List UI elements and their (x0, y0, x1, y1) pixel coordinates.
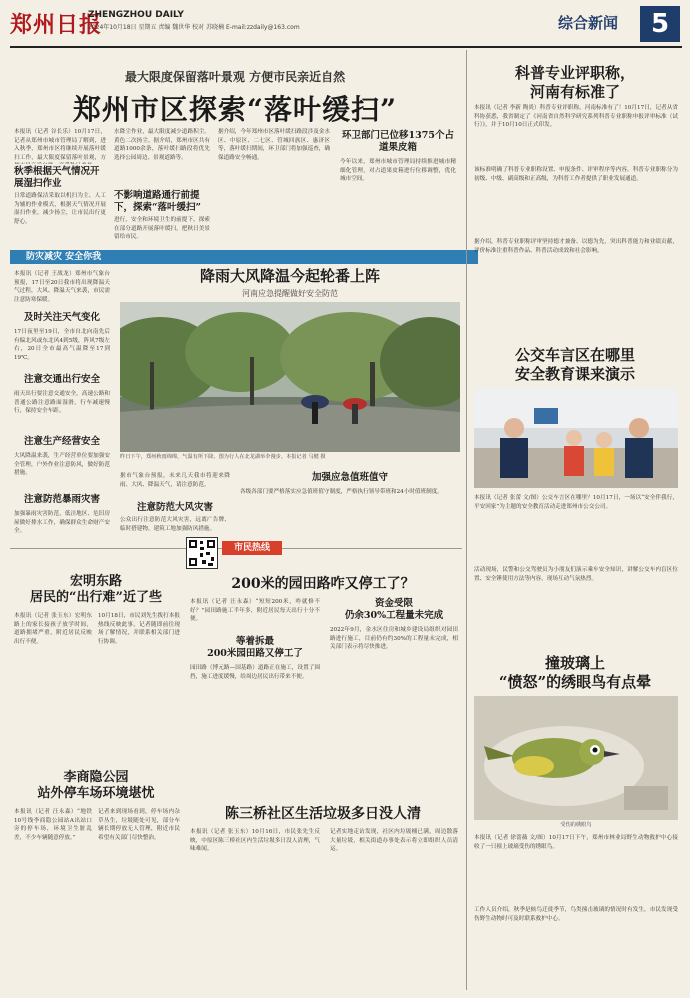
rain-photo-image (120, 302, 460, 452)
garden-sub-1: 等着拆最 200米园田路又停工了 (207, 636, 303, 659)
lead-headline: 郑州市区探索“落叶缓扫” (72, 93, 398, 126)
garden-sub-2: 资金受限 仍余30%工程量未完成 (344, 598, 444, 621)
cooling-para-3: 各级各部门要严格落实应急值班值守制度，严格执行领导带班和24小时值班制度。 (240, 489, 443, 495)
hongming-headline: 宏明东路 居民的“出行难”近了些 (30, 574, 162, 605)
science-headline: 科普专业评职称， 河南有标准了 (514, 64, 635, 101)
sanqiao-para-1: 本报讯（记者 张玉东）10月16日，市民张先生反映，中原区陈三桥社区内生活垃圾多日没人清理，气味难闻。 (190, 829, 320, 853)
qr-code (186, 537, 218, 569)
disaster-para-4: 大风降温来袭，生产经营单位要加强安全管理，户外作业注意防风，做好防范措施。 (14, 453, 110, 477)
lead-subtitle-1: 秋季根据天气情况开展湿扫作业 (14, 166, 100, 189)
disaster-para-5: 加强暴雨灾害防范，低洼地区、危旧房屋做好排水工作，确保群众生命财产安全。 (14, 511, 110, 535)
lead-para-3: 水降尘作业，最大限度减少道路积尘。黄色二次扬尘。据介绍，郑州市区共有道路1000余条，落叶缓扫路段将优先选择公园周边、景观道路等。 (114, 129, 210, 161)
disaster-para-1: 本报讯（记者 王战龙）郑州市气象台预报，17日至20日我市将出现降温天气过程，大风、降温天气来袭，市民需注意防寒保暖。 (14, 271, 110, 303)
cooling-headline: 降雨大风降温今起轮番上阵 (199, 267, 380, 285)
disaster-sub-3: 注意生产经营安全 (23, 436, 100, 447)
bus-photo-image (474, 388, 678, 488)
hongming-para-2: 10月18日，市民刘先生拨打本报热线反映此事，记者随即前往现场了解情况，并联系相关部门进行协调。 (98, 613, 180, 645)
section-name: 综合新闻 (558, 14, 619, 32)
bus-headline: 公交车言区在哪里 安全教育课来演示 (514, 346, 635, 383)
lead-subhead: 最大限度保留落叶景观 方便市民亲近自然 (124, 70, 346, 84)
bird-photo-image (474, 696, 678, 820)
column-divider (466, 50, 467, 990)
park-para-2: 记者来到现场看到，停车场内杂草丛生，垃圾随处可见，部分车辆长期停放无人管理，附近市民希望有关部门尽快整治。 (98, 809, 180, 841)
disaster-para-3: 雨天出行要注意交通安全，高速公路和普通公路注意路面湿滑，行车减速慢行，保持安全车距。 (14, 391, 110, 415)
disaster-band-label: 防灾减灾 安全你我 (26, 252, 102, 262)
lead-para-2: 日常道路保洁采取以机扫为主、人工为辅的作业模式，根据天气情况开展湿扫作业，减少扬尘，让市民出行更舒心。 (14, 193, 106, 225)
cooling-para-1: 据市气象台预报，未来几天我市将迎来降雨、大风、降温天气，请注意防范。 (120, 473, 230, 488)
cooling-para-2: 公众出行注意防范大风灾害，远离广告牌、临时搭建物，建筑工地加强防风措施。 (120, 517, 230, 532)
disaster-sub-4: 注意防范暴雨灾害 (23, 494, 100, 505)
garden-para-1: 本报讯（记者 汪永森）“短短200米，咋就修不好？”园田路施工半年多，附近居民每天出行十分不便。 (190, 599, 320, 623)
disaster-para-2: 17日夜里至19日，全市自北向南先后有偏北风或东北风4到5级，阵风7级左右，20日全市最高气温降至17到19℃。 (14, 329, 110, 361)
qr-code-icon (187, 538, 217, 568)
garden-headline: 200米的园田路咋又停工了？ (231, 576, 415, 592)
lead-para-6: 今年以来，郑州市城市管理局持续推进城市精细化管理，对占道果皮箱进行位移调整，优化城市空间。 (340, 159, 456, 183)
lead-para-5: 据介绍，今年郑州市区落叶缓扫路段涉及金水区、中原区、二七区、管城回族区、惠济区等，落叶缓扫期间，环卫部门将加强巡查，确保道路安全畅通。 (218, 129, 330, 161)
sanqiao-headline: 陈三桥社区生活垃圾多日没人清 (225, 806, 421, 822)
newspaper-logo: 郑州日报 (10, 12, 103, 38)
cooling-sub-1: 注意防范大风灾害 (136, 502, 213, 513)
bus-para-2: 活动现场，民警和公交驾驶员为小朋友们演示乘车安全知识，讲解公交车内盲区位置、安全锤使用方法等内容，现场互动气氛热烈。 (474, 567, 678, 582)
science-para-3: 据介绍，科普专业职称评审坚持德才兼备、以德为先，突出科普能力和业绩贡献，评价标准注重科普作品、科普活动成效和社会影响。 (474, 239, 678, 254)
lead-subtitle-3: 环卫部门已位移1375个占道果皮箱 (342, 130, 454, 153)
lead-para-4: 进行，安全和环境卫生的前提下，探索在部分道路开展落叶缓扫，把秋日美景留给市民。 (114, 217, 210, 241)
science-para-1: 本报讯（记者 李新 陶炎）科普专业评职称，河南标准有了！10月17日，记者从省科协获悉，我省制定了《河南省自然科学研究系列科普专业职称申报评审标准（试行）》，并于10月10日正式印发。 (474, 105, 678, 129)
newspaper-english-name: ZHENGZHOU DAILY (88, 10, 184, 20)
science-para-2: 该标准明确了科普专业职称设置、申报条件、评审程序等内容，科普专业职称分为初级、中级、副高级和正高级，为科普工作者提供了职业发展通道。 (474, 167, 678, 182)
lead-subtitle-2: 不影响道路通行前提下，探索“落叶缓扫” (114, 190, 201, 213)
bus-para-1: 本报讯（记者 张蕾 文/图）公交车言区在哪里？10月17日，一场以“安全伴我行，平安回家”为主题的安全教育活动走进郑州市公交公司。 (474, 495, 678, 510)
bird-para-1: 本报讯（记者 徐蔷薇 文/图）10月17日下午，郑州市林业局野生动物救护中心接收了一只撞上玻璃受伤的绣眼鸟。 (474, 835, 678, 850)
sanqiao-para-2: 记者实地走访发现，社区内垃圾桶已满，周边散落大量垃圾，相关街道办事处表示将立即组织人员清运。 (330, 829, 458, 853)
lead-para-1: 本报讯（记者 谷长乐）10月17日，记者从郑州市城市管理局了解到，进入秋季，郑州市区将继续开展落叶缓扫工作，最大限度保留落叶景观，方 (14, 129, 106, 161)
rain-photo (120, 302, 460, 452)
disaster-band (10, 250, 478, 264)
hongming-para-1: 本报讯（记者 张玉东）宏明东路上的家长接孩子放学时间，道路拥堵严重，附近居民反映出行不便。 (14, 613, 92, 645)
hotline-band-label: 市民热线 (233, 543, 270, 553)
park-para-1: 本报讯（记者 汪永森）“地铁10号线李商隐公园站A出站口旁的停车场，环境卫生脏乱差，不少车辆随意停放。” (14, 809, 92, 841)
disaster-sub-2: 注意交通出行安全 (23, 374, 100, 385)
masthead (10, 6, 682, 48)
bird-para-2: 工作人员介绍，秋季是候鸟迁徙季节，鸟类撞击玻璃的情况时有发生，市民发现受伤野生动物时可及时联系救护中心。 (474, 907, 678, 922)
cooling-sub-2: 加强应急值班值守 (311, 472, 388, 483)
park-headline: 李商隐公园 站外停车场环境堪忧 (37, 770, 155, 801)
disaster-sub-1: 及时关注天气变化 (23, 312, 100, 323)
page-number: 5 (640, 6, 680, 42)
garden-para-3: 2022年9月，金水区住房和城乡建设局组织对园田路进行施工，目前仍有约30%的工程量未完成，相关部门表示将尽快推进。 (330, 627, 458, 651)
garden-para-2: 园田路（博元路—国基路）道路正在施工，设置了围挡，施工进度缓慢，给周边居民出行带来不便。 (190, 665, 320, 680)
cooling-subhead: 河南应急提醒做好安全防范 (242, 289, 338, 298)
dateline: 2024年10月18日 星期五 责编 魏世华 校对 苏晓楠 E-mail:zzdaily@163.com (88, 24, 300, 31)
bus-photo (474, 388, 678, 488)
bird-headline: 撞玻璃上 “愤怒”的绣眼鸟有点晕 (498, 654, 652, 691)
bird-caption: 受伤的绣眼鸟 (560, 822, 592, 828)
hotline-band (222, 541, 282, 555)
cooling-caption: 昨日下午，郑州秋雨绵绵，气温有所下降。图为行人在北龙湖举伞漫步。本报记者 马健 摄 (120, 454, 326, 460)
bird-photo (474, 696, 678, 820)
